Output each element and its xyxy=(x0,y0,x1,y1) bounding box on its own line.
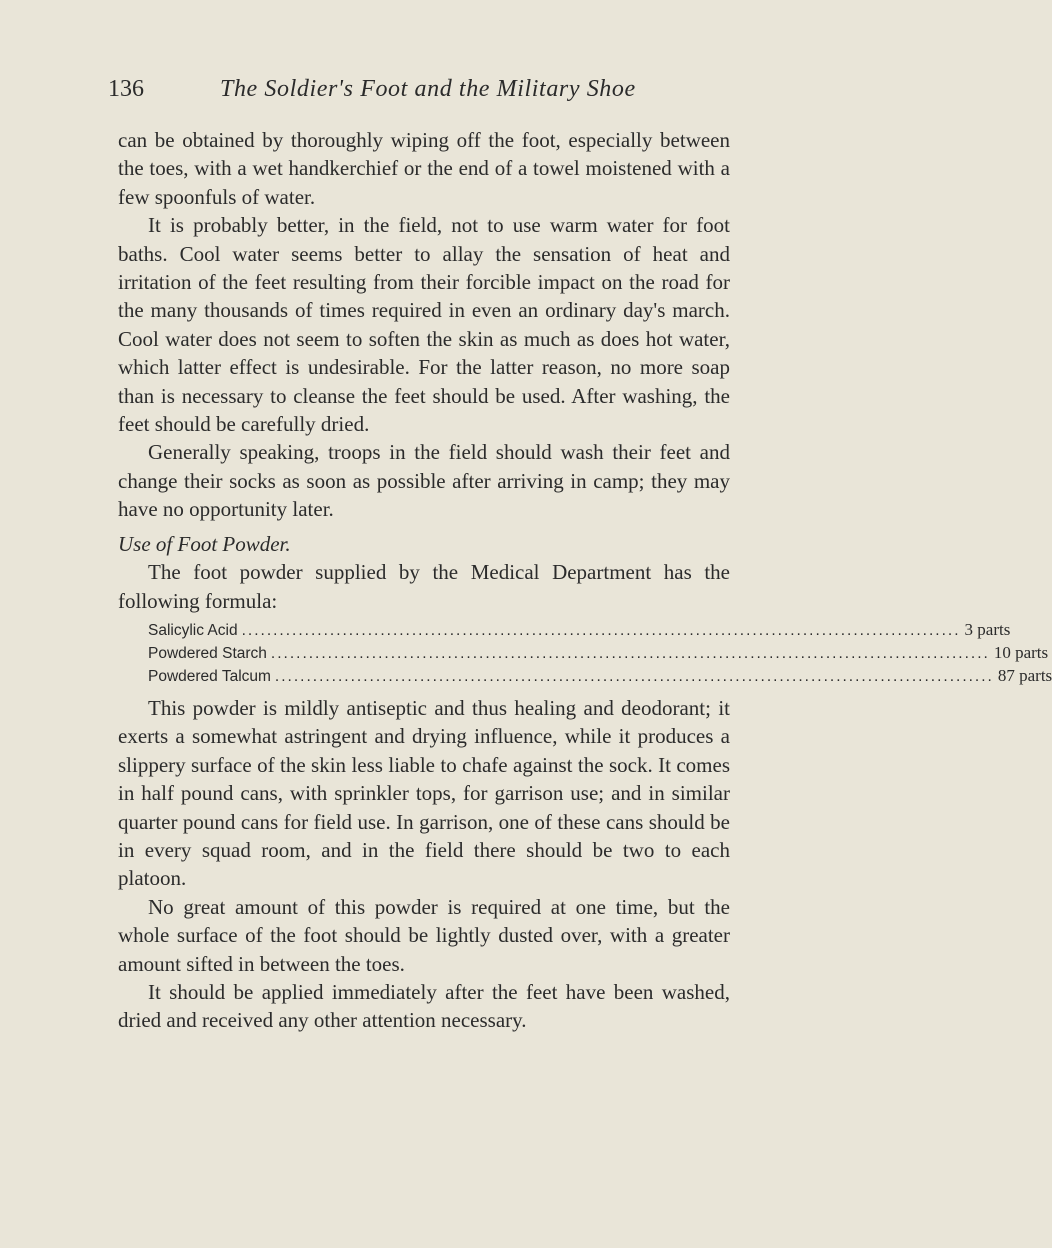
formula-list xyxy=(148,619,1052,688)
section-intro: The foot powder supplied by the Medical Department has the following formula: xyxy=(118,560,730,613)
formula-row xyxy=(148,665,1052,688)
ingredient-amount: 10 parts xyxy=(993,642,1049,662)
formula-row xyxy=(148,642,1049,665)
formula-row xyxy=(148,619,1011,642)
ingredient-amount: 87 parts xyxy=(997,665,1052,685)
paragraph: It should be applied immediately after the feet have been washed, dried and received any other attention necessary. xyxy=(118,979,730,1033)
paragraph: It is probably better, in the field, not to use warm water for foot baths. Cool water seems better to allay the sensation of heat and irritation of the feet resulting from their forcible impact on the road for the many thousands of times required in even an ordinary day's march. Cool water does not seem to soften the skin as much as does hot water, which latter effect is undesirable. For the latter reason, no more soap than is necessary to cleanse the feet should be used. After washing, the feet should be carefully dried. xyxy=(118,213,730,437)
paragraph-continued: can be obtained by thoroughly wiping off the foot, especially between the toes, with a wet handkerchief or the end of a towel moistened with a few spoonfuls of water. xyxy=(118,128,730,209)
paragraph: No great amount of this powder is required at one time, but the whole surface of the foot should be lightly dusted over, with a greater amount sifted in between the toes. xyxy=(118,894,730,976)
leader-dots: .................................................................................................................. xyxy=(241,621,961,639)
section-heading: Use of Foot Powder. xyxy=(118,531,291,556)
ingredient-name: Salicylic Acid xyxy=(148,621,238,639)
ingredient-amount: 3 parts xyxy=(964,619,1011,639)
ingredient-name: Powdered Talcum xyxy=(148,667,271,685)
running-title: The Soldier's Foot and the Military Shoe xyxy=(220,76,636,102)
paragraph: This powder is mildly antiseptic and thus healing and deodorant; it exerts a somewhat astringent and drying influence, while it produces a slippery surface of the skin less liable to chafe against the sock. It comes in half pound cans, with sprinkler tops, for garrison use; and in similar quarter pound cans for field use. In garrison, one of these cans should be in every squad room, and in the field there should be two to each platoon. xyxy=(118,695,730,891)
paragraph: Generally speaking, troops in the field should wash their feet and change their socks as soon as possible after arriving in camp; they may have no opportunity later. xyxy=(118,440,730,522)
page-body xyxy=(118,126,1052,1035)
page-header xyxy=(108,76,728,112)
ingredient-name: Powdered Starch xyxy=(148,644,267,662)
leader-dots: .................................................................................................................. xyxy=(270,644,990,662)
leader-dots: .................................................................................................................. xyxy=(274,667,994,685)
page-number: 136 xyxy=(108,76,144,102)
